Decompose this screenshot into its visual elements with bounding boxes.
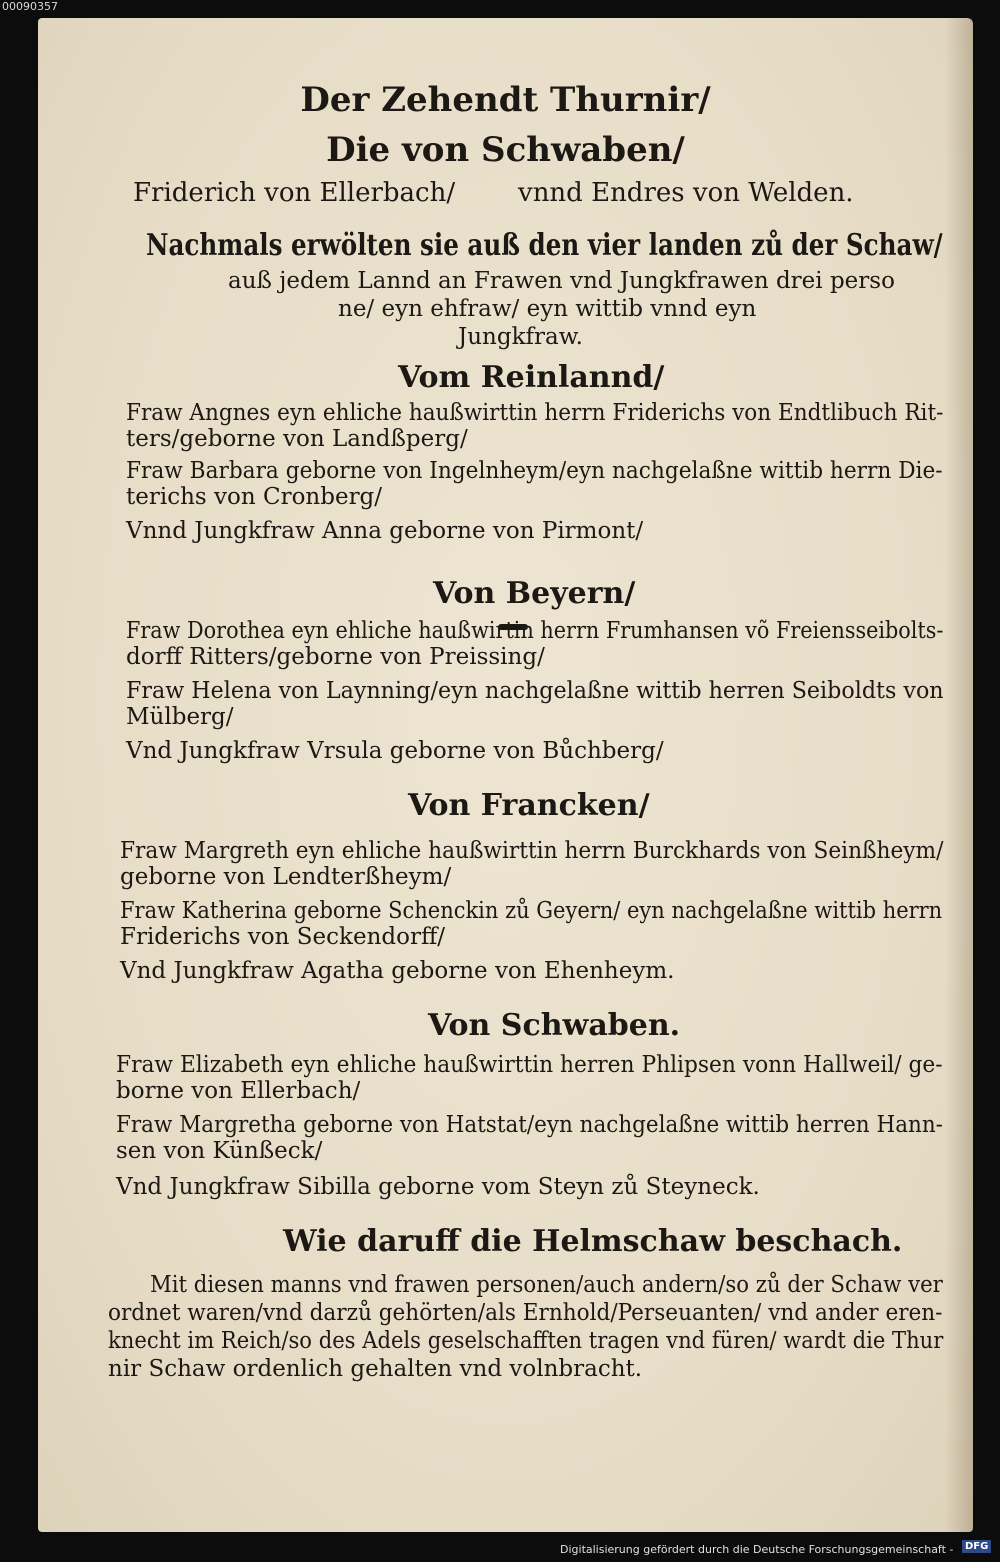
contestant-left: Friderich von Ellerbach/ [133,178,456,208]
closing-line: Mit diesen manns vnd frawen personen/auch andern/so zů der Schaw ver [150,1272,943,1298]
intro-line-1: Nachmals erwölten sie auß den vier landen zů der Schaw/ [146,228,943,263]
contestant-right: vnnd Endres von Welden. [518,178,854,208]
section-line: geborne von Lendterßheym/ [120,864,452,890]
page-title: Der Zehendt Thurnir/ [300,80,711,120]
closing-line: knecht im Reich/so des Adels geselschafften tragen vnd füren/ wardt die Thur [108,1328,944,1354]
page-subtitle: Die von Schwaben/ [326,130,685,170]
section-line: Vnd Jungkfraw Vrsula geborne von Bůchberg/ [126,738,664,764]
section-line: Friderichs von Seckendorff/ [120,924,446,950]
scan-id-label: 00090357 [2,0,58,13]
section-line: Fraw Helena von Laynning/eyn nachgelaßne wittib herren Seiboldts von [126,678,944,704]
section-line: Fraw Margretha geborne von Hatstat/eyn nachgelaßne wittib herren Hann- [116,1112,943,1138]
section-line: dorff Ritters/geborne von Preissing/ [126,644,545,670]
section-line: terichs von Cronberg/ [126,484,383,510]
section-line: Vnd Jungkfraw Agatha geborne von Ehenheym. [120,958,675,984]
book-page [38,18,973,1532]
section-line: Vnnd Jungkfraw Anna geborne von Pirmont/ [126,518,644,544]
section-line: sen von Künßeck/ [116,1138,323,1164]
section-title-francken: Von Francken/ [408,788,650,823]
intro-line-3: ne/ eyn ehfraw/ eyn wittib vnnd eyn [338,296,757,322]
intro-line-2: auß jedem Lannd an Frawen vnd Jungkfrawen drei perso [228,268,895,294]
section-line: Fraw Dorothea eyn ehliche haußwirtin herrn Frumhansen võ Freiensseibolts- [126,618,944,644]
closing-line: nir Schaw ordenlich gehalten vnd volnbracht. [108,1356,643,1382]
intro-line-4: Jungkfraw. [458,324,583,350]
closing-title: Wie daruff die Helmschaw beschach. [283,1224,903,1259]
section-line: Fraw Angnes eyn ehliche haußwirttin herrn Friderichs von Endtlibuch Rit- [126,400,944,426]
page-gutter-shadow [945,18,973,1532]
section-line: borne von Ellerbach/ [116,1078,361,1104]
section-title-beyern: Von Beyern/ [433,576,636,611]
section-line: Fraw Margreth eyn ehliche haußwirttin herrn Burckhards von Seinßheym/ [120,838,944,864]
closing-line: ordnet waren/vnd darzů gehörten/als Ernhold/Perseuanten/ vnd ander eren- [108,1300,943,1326]
digitization-credit: Digitalisierung gefördert durch die Deutsche Forschungsgemeinschaft - [560,1543,954,1556]
section-title-schwaben: Von Schwaben. [428,1008,681,1043]
section-line: Vnd Jungkfraw Sibilla geborne vom Steyn zů Steyneck. [116,1174,760,1200]
section-line: Fraw Katherina geborne Schenckin zů Geyern/ eyn nachgelaßne wittib herrn [120,898,943,924]
section-line: Fraw Barbara geborne von Ingelnheym/eyn nachgelaßne wittib herrn Die- [126,458,943,484]
section-line: Mülberg/ [126,704,234,730]
section-line: Fraw Elizabeth eyn ehliche haußwirttin herren Phlipsen vonn Hallweil/ ge- [116,1052,943,1078]
section-title-reinlannd: Vom Reinlannd/ [398,360,665,395]
dfg-logo: DFG [962,1540,991,1553]
section-line: ters/geborne von Landßperg/ [126,426,468,452]
